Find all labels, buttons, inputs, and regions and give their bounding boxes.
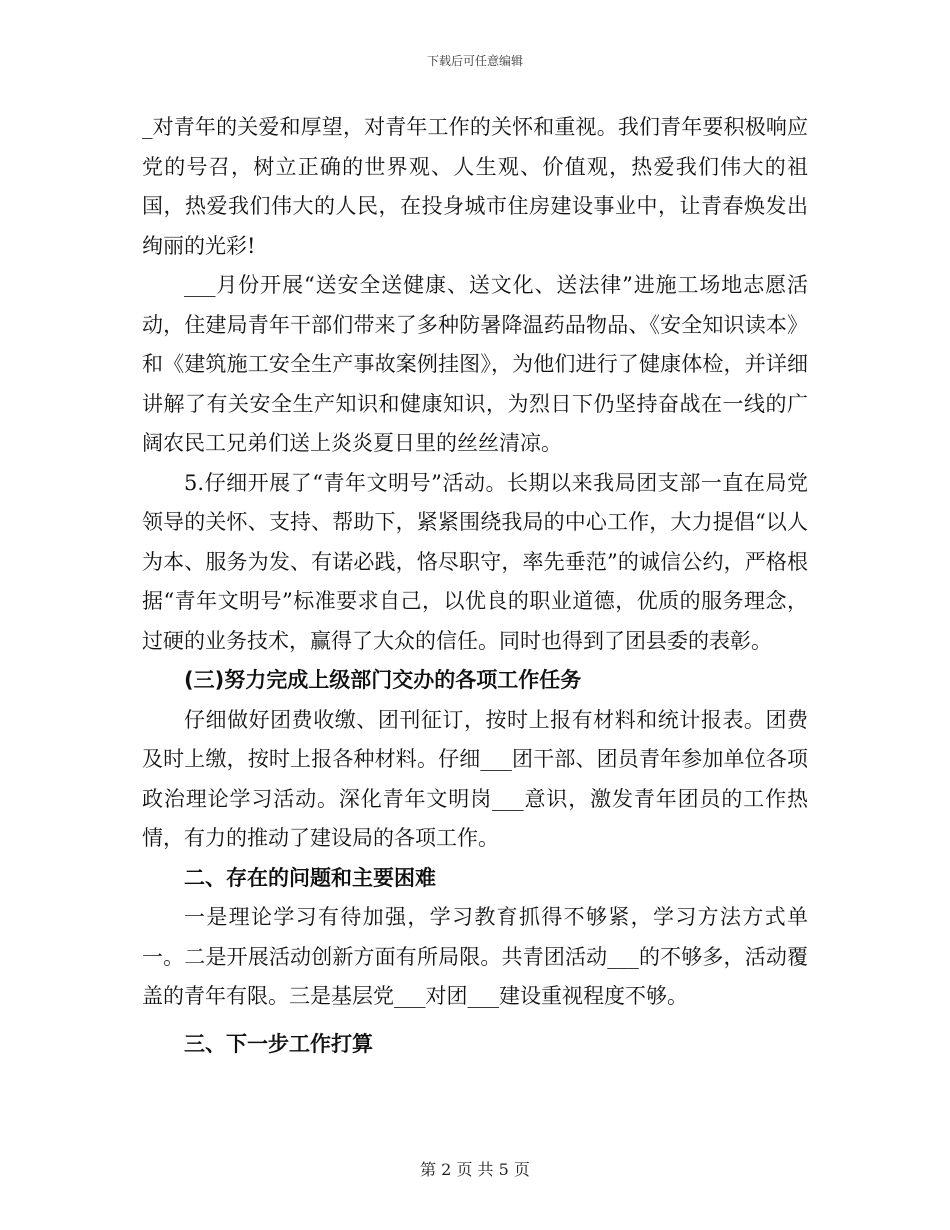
section-heading-problems: 二、存在的问题和主要困难	[184, 865, 436, 890]
section-heading-next-steps: 三、下一步工作打算	[184, 1031, 373, 1056]
paragraph-4: 仔细做好团费收缴、团刊征订，按时上报有材料和统计报表。团费及时上缴，按时上报各种材料。仔细___团干部、团员青年参加单位各项政治理论学习活动。深化青年文明岗___意识，激发青年团员的工作热情，有力的推动了建设局的各项工作。	[142, 707, 808, 850]
paragraph-2: ___月份开展“送安全送健康、送文化、送法律”进施工场地志愿活动，住建局青年干部们带来了多种防暑降温药品物品、《安全知识读本》和《建筑施工安全生产事故案例挂图》，为他们进行了健康体检，并详细讲解了有关安全生产知识和健康知识，为烈日下仍坚持奋战在一线的广阔农民工兄弟们送上炎炎夏日里的丝丝清凉。	[142, 273, 808, 455]
page-header-note: 下载后可任意编辑	[426, 54, 523, 68]
section-heading-3: (三)努力完成上级部门交办的各项工作任务	[184, 668, 582, 692]
paragraph-3: 5.仔细开展了“青年文明号”活动。长期以来我局团支部一直在局党领导的关怀、支持、帮助下，紧紧围绕我局的中心工作，大力提倡“以人为本、服务为发、有诺必践，恪尽职守，率先垂范”的诚信公约，严格根据“青年文明号”标准要求自己，以优良的职业道德，优质的服务理念，过硬的业务技术，赢得了大众的信任。同时也得到了团县委的表彰。	[142, 470, 808, 653]
page-number-footer: 第 2 页 共 5 页	[420, 1160, 530, 1179]
paragraph-1: _对青年的关爱和厚望，对青年工作的关怀和重视。我们青年要积极响应党的号召，树立正确的世界观、人生观、价值观，热爱我们伟大的祖国，热爱我们伟大的人民，在投身城市住房建设事业中，让青春焕发出绚丽的光彩!	[142, 115, 808, 258]
paragraph-5: 一是理论学习有待加强，学习教育抓得不够紧，学习方法方式单一。二是开展活动创新方面有所局限。共青团活动___的不够多，活动覆盖的青年有限。三是基层党___对团___建设重视程度不够。	[142, 905, 808, 1008]
document-body	[142, 108, 808, 1064]
